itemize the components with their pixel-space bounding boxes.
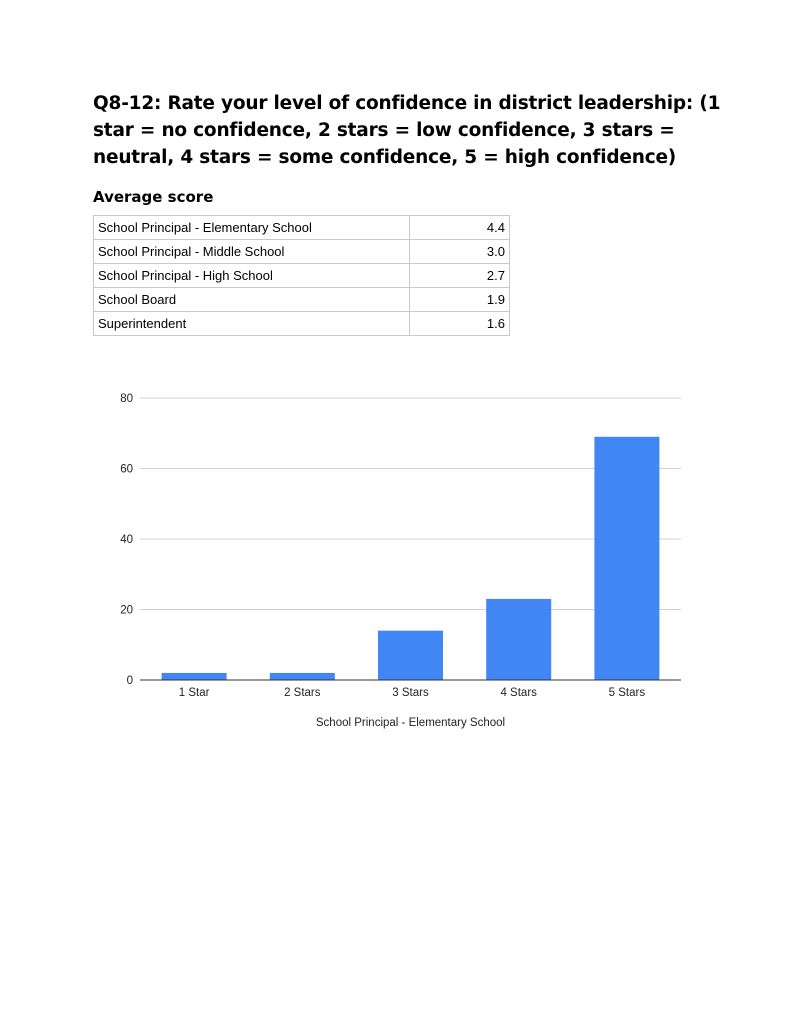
x-axis-label: School Principal - Elementary School bbox=[315, 717, 506, 729]
x-tick-label: 5 Stars bbox=[608, 687, 646, 699]
bar bbox=[594, 437, 659, 680]
table-cell-value: 1.6 bbox=[410, 312, 510, 336]
y-tick-label: 20 bbox=[120, 604, 133, 617]
table-cell-label: School Principal - High School bbox=[94, 264, 410, 288]
table-cell-value: 4.4 bbox=[410, 216, 510, 240]
x-tick-label: 2 Stars bbox=[284, 687, 321, 699]
table-row bbox=[94, 264, 510, 288]
table-cell-value: 1.9 bbox=[410, 288, 510, 312]
rating-bar-chart bbox=[0, 380, 791, 750]
y-tick-label: 40 bbox=[120, 534, 133, 546]
table-cell-label: School Board bbox=[94, 288, 410, 312]
question-heading: Q8-12: Rate your level of confidence in district leadership: (1 star = no confidence, 2 stars = low confidence, 3 stars = neutral, 4 stars = some confidence, 5 = high confidence) bbox=[93, 93, 721, 168]
table-row bbox=[94, 240, 510, 264]
bar bbox=[270, 673, 335, 680]
bar bbox=[162, 673, 227, 680]
x-tick-label: 4 Stars bbox=[500, 687, 537, 699]
y-tick-label: 80 bbox=[120, 393, 133, 405]
table-cell-value: 2.7 bbox=[410, 264, 510, 288]
y-tick-label: 60 bbox=[120, 463, 133, 476]
average-score-table bbox=[93, 215, 510, 336]
x-tick-label: 3 Stars bbox=[392, 687, 429, 699]
table-row bbox=[94, 288, 510, 312]
table-row bbox=[94, 312, 510, 336]
bar bbox=[486, 599, 551, 680]
table-cell-label: Superintendent bbox=[94, 312, 410, 336]
x-tick-label: 1 Star bbox=[178, 687, 210, 699]
bar bbox=[378, 631, 443, 680]
table-row bbox=[94, 216, 510, 240]
table-cell-value: 3.0 bbox=[410, 240, 510, 264]
table-cell-label: School Principal - Elementary School bbox=[94, 216, 410, 240]
average-score-heading: Average score bbox=[93, 188, 214, 206]
y-tick-label: 0 bbox=[126, 675, 133, 687]
table-cell-label: School Principal - Middle School bbox=[94, 240, 410, 264]
